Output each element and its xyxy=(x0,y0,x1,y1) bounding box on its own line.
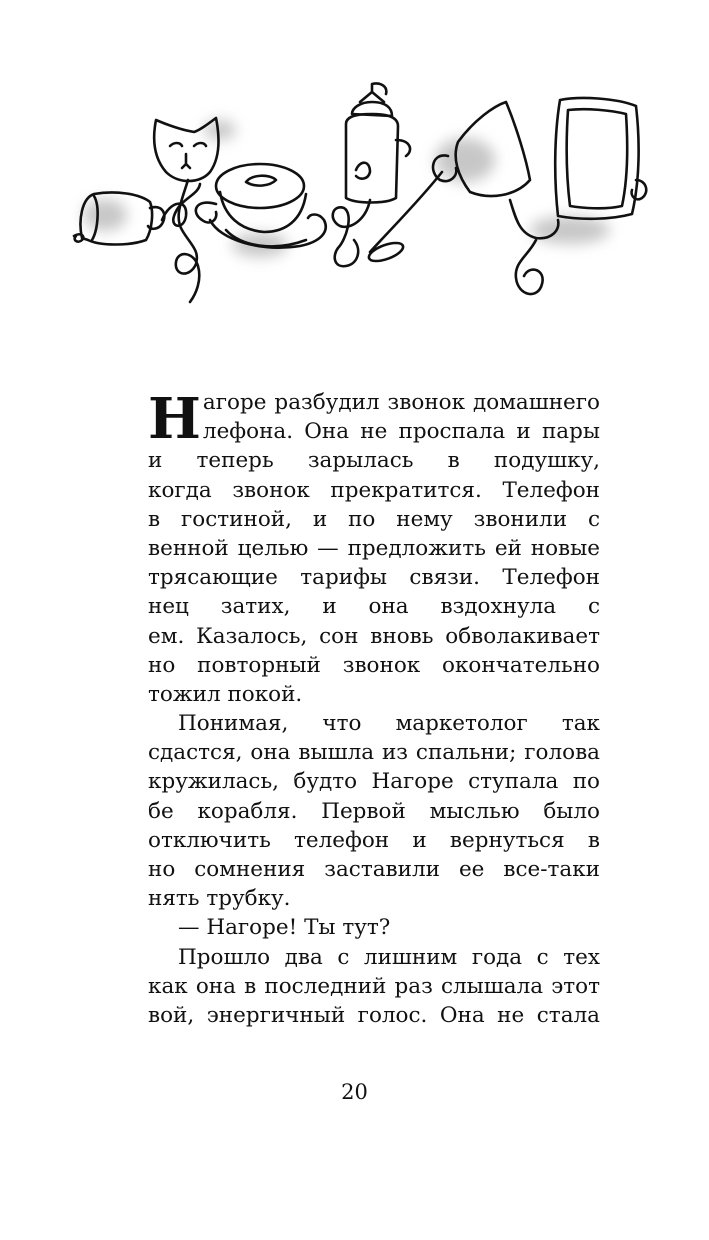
text-line: бе корабля. Первой мыслью было xyxy=(148,798,600,824)
text-line: Понимая, что маркетолог так xyxy=(178,711,600,737)
text-line: как она в последний раз слышала этот xyxy=(148,973,600,999)
cup-tipped-icon xyxy=(433,102,558,294)
text-line: но сомнения заставили ее все-таки xyxy=(148,857,600,882)
header-illustration xyxy=(70,80,650,320)
text-line: но повторный звонок окончательно xyxy=(148,652,600,678)
spoon-icon xyxy=(333,172,442,266)
text-line: трясающие тарифы связи. Телефон xyxy=(148,565,600,591)
text-line: агоре разбудил звонок домашнего xyxy=(202,390,600,415)
text-line: ем. Казалось, сон вновь обволакивает xyxy=(148,623,600,649)
text-line: нец затих, и она вздохнула с xyxy=(148,594,600,620)
drop-cap: Н xyxy=(148,386,201,452)
text-line: кружилась, будто Нагоре ступала по xyxy=(148,769,600,795)
text-line: лефона. Она не проспала и пары xyxy=(202,419,600,445)
text-line: отключить телефон и вернуться в xyxy=(148,827,600,853)
text-line: и теперь зарылась в подушку, xyxy=(148,448,600,474)
frame-icon xyxy=(555,98,646,219)
text-line: нять трубку. xyxy=(148,886,291,912)
text-line: в гостиной, и по нему звонили с xyxy=(148,506,600,532)
text-line: тожил покой. xyxy=(148,681,303,707)
page-number: 20 xyxy=(341,1080,368,1104)
text-line: сдастся, она вышла из спальни; голова xyxy=(148,740,600,766)
text-line: Прошло два с лишним года с тех xyxy=(178,944,600,970)
text-line: когда звонок прекратится. Телефон xyxy=(148,477,600,503)
body-text xyxy=(148,388,600,1030)
text-line: венной целью — предложить ей новые xyxy=(148,535,600,561)
text-line: вой, энергичный голос. Она не стала xyxy=(148,1002,600,1028)
text-line: — Нагоре! Ты тут? xyxy=(178,915,391,941)
coffee-grinder-icon xyxy=(346,83,410,202)
